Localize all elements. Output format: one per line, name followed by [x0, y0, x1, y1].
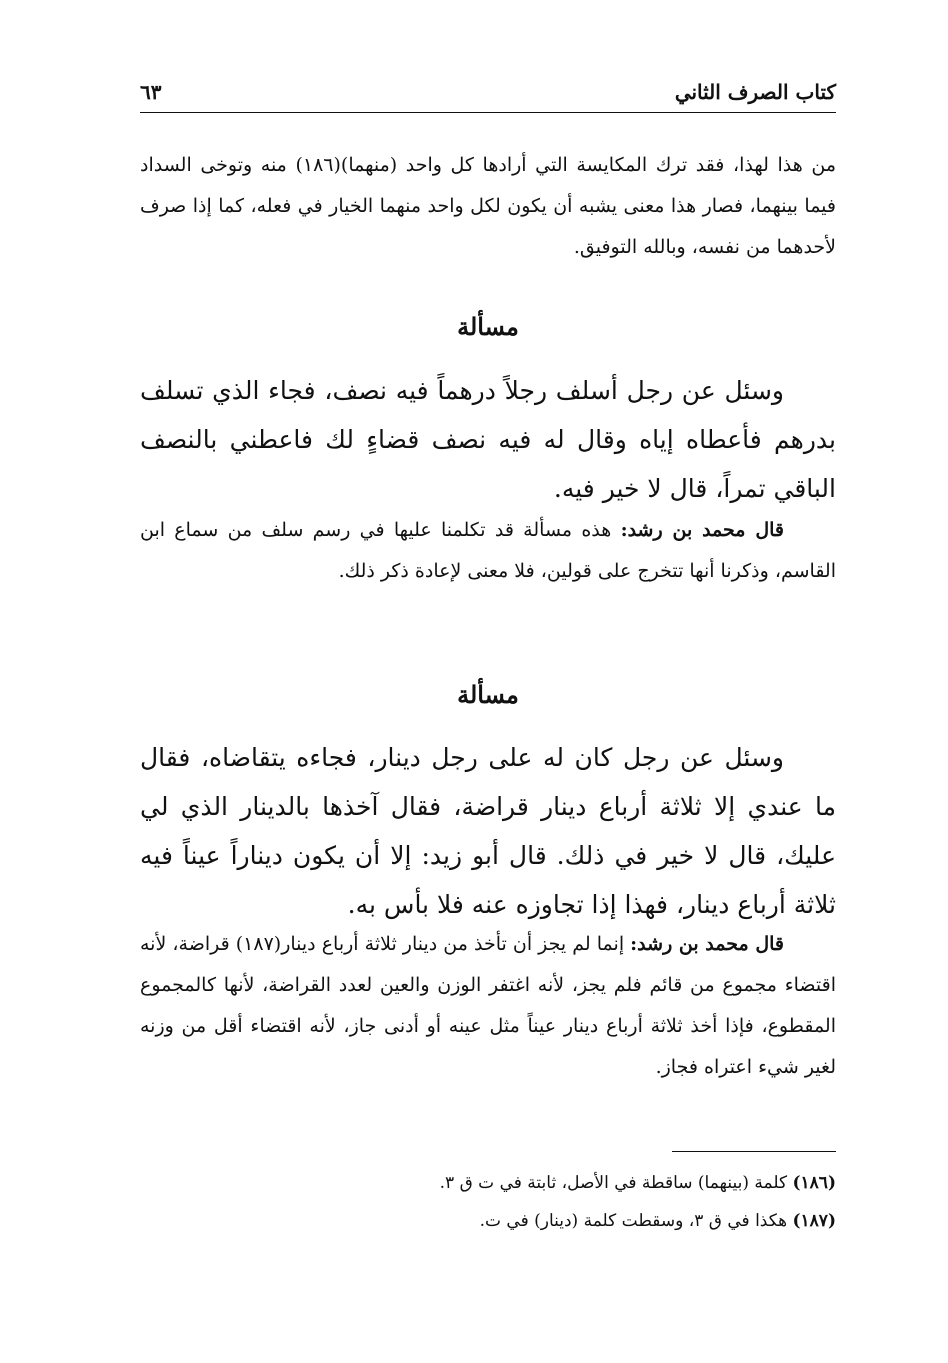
footnote	[140, 1169, 836, 1197]
section2-question-text: وسئل عن رجل كان له على رجل دينار، فجاءه يتقاضاه، فقال ما عندي إلا ثلاثة أرباع دينار قراضة، فقال آخذها بالدينار الذي لي عليك، قال لا خير في ذلك. قال أبو زيد: إلا أن يكون ديناراً عيناً فيه ثلاثة أرباع دينار، فهذا إذا تجاوزه عنه فلا بأس به.	[140, 743, 836, 919]
footnote-number: (١٨٧)	[792, 1211, 836, 1231]
section2-commentary	[140, 924, 836, 1088]
section2-commentary-speaker: قال محمد بن رشد:	[630, 933, 784, 955]
footnote-number: (١٨٦)	[792, 1173, 836, 1193]
section1-heading: مسألة	[457, 312, 519, 341]
footnote	[140, 1207, 836, 1235]
page-number: ٦٣	[140, 80, 162, 104]
footnote-separator	[672, 1151, 836, 1152]
section1-question-text: وسئل عن رجل أسلف رجلاً درهماً فيه نصف، فجاء الذي تسلف بدرهم فأعطاه إياه وقال له فيه نصف قضاءٍ لك فاعطني بالنصف الباقي تمراً، قال لا خير فيه.	[140, 376, 836, 503]
footnote-text: كلمة (بينهما) ساقطة في الأصل، ثابتة في ت ق ٣.	[439, 1173, 788, 1193]
section2-commentary-text: إنما لم يجز أن تأخذ من دينار ثلاثة أرباع دينار(١٨٧) قراضة، لأنه اقتضاء مجموع من قائم فلم يجز، لأنه اغتفر الوزن والعين لعدد القراضة، لأنها كالمجموع المقطوع، فإذا أخذ ثلاثة أرباع دينار عيناً مثل عينه أو أدنى جاز، لأنه اقتضاء أقل من وزنه لغير شيء اعتراه فجاز.	[140, 933, 836, 1078]
section1-commentary-text: هذه مسألة قد تكلمنا عليها في رسم سلف من سماع ابن القاسم، وذكرنا أنها تتخرج على قولين، فلا معنى لإعادة ذكر ذلك.	[140, 519, 836, 582]
section1-question	[140, 366, 836, 513]
footnote-text: هكذا في ق ٣، وسقطت كلمة (دينار) في ت.	[479, 1211, 788, 1231]
section2-question	[140, 733, 836, 929]
page-header	[140, 76, 836, 113]
intro-paragraph	[140, 145, 836, 268]
section2-heading: مسألة	[457, 680, 519, 709]
intro-text: من هذا لهذا، فقد ترك المكايسة التي أرادها كل واحد (منهما)(١٨٦) منه وتوخى السداد فيما بينهما، فصار هذا معنى يشبه أن يكون لكل واحد منهما الخيار في فعله، كما إذا صرف لأحدهما من نفسه، وبالله التوفيق.	[140, 154, 836, 258]
section1-commentary-speaker: قال محمد بن رشد:	[620, 519, 784, 541]
section1-commentary	[140, 510, 836, 592]
running-title: كتاب الصرف الثاني	[674, 80, 836, 104]
